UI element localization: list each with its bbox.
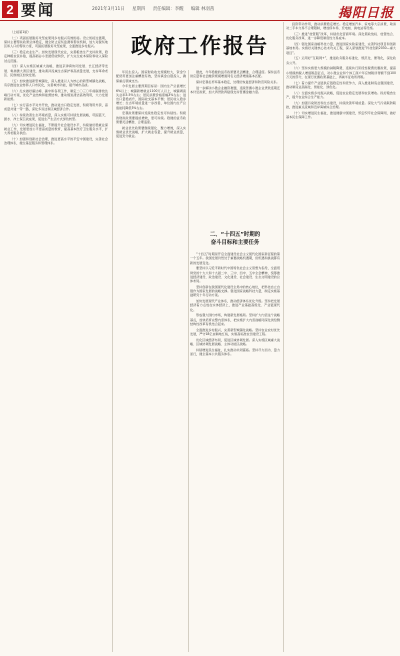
article-paragraph: 据此，今年稳健的货币政策要灵活精准、合理适度。保持货币供应量和社会融资规模增速同名义经济增速基本匹配。 [190,70,280,79]
article-paragraph: （九）切实增进民生福祉，不断提升社会建设水平，持续做好稳就业保就业工作，发展更加公平更高质量的教育，提高基本医疗卫生服务水平，扩大养老服务供给。 [4,122,108,136]
column-divider [283,22,284,652]
article-paragraph: 就业优先政策要继续强化、聚力增效，深入实施就业优先战略，扩大就业容量，提升就业质量，促进充分就业。 [116,125,186,138]
page-header [0,0,400,21]
article-paragraph: （二）巩固拓展脱贫攻坚成果同乡村振兴有效衔接。设立衔接过渡期，保持主要帮扶政策总体稳定，健全防止返贫监测和帮扶机制，加大对脱贫地区和人口的帮扶力度，巩固拓展脱贫攻坚成果，全面推进乡村振兴。 [4,35,108,49]
article-paragraph: （三）稳定农业生产。加快发展现代农业，完善粮食生产支持政策，稳定种粮农民补贴，提高稻谷小麦最低收购价，扩大完全成本保险和收入保险试点范围。 [4,50,108,63]
newspaper-logo: 揭阳日报 [337,6,394,21]
article-paragraph: 进一步解决小微企业融资难题，延续普惠小微企业贷款延期还本付息政策，加大再贷款再贴现支持普惠金融力度。 [190,85,280,94]
subheading-line-2: 奋斗目标和主要任务 [210,240,260,246]
article-paragraph: “十四五”时期是开启全面建设社会主义现代化国家新征程的第一个五年。我国发展仍然处于重要战略机遇期，但机遇和挑战都有新的发展变化。 [190,252,280,265]
article-paragraph: （十）切实增进民生福祉，推进健康中国建设，织密织牢社会保障网，做好基本民生保障工作。 [286,110,396,119]
article-column-1 [4,30,108,650]
article-paragraph: （九）加强污染防治和生态建设，持续改善环境质量。深化大气污染联防联控，推进重点流域和近岸海域综合治理。 [286,100,396,109]
article-paragraph: （五）加快推进新型城镇化，深入推进以人为核心的新型城镇化战略，有序推进农业转移人口市民化，完善城市功能，提升城市品质。 [4,78,108,87]
article-column-4 [286,22,396,650]
article-paragraph: 投资带动作用，推动消费稳定增长。稳定增加汽车、家电等大宗消费，取消对二手车交易不合理限制，增加停车场、充电桩、换电站等设施。 [286,22,396,31]
article-column-3-bottom [190,252,280,650]
header-meta [92,5,220,15]
article-paragraph: （三）推进“放管服”改革，持续优化营商环境。深化简政放权、放管结合、优化服务改革，进一步降低制度性交易成本。 [286,32,396,41]
article-paragraph: 优化区域经济布局，促进区域协调发展。深入实施区域重大战略、区域协调发展战略、主体功能区战略。 [190,337,280,346]
proof-credit: 编辑 林羽茜 [190,7,215,12]
article-paragraph: （四）深入实施区域重大战略，推进京津冀协同发展、长江经济带发展、粤港澳大湾区建设，推动黄河流域生态保护和高质量发展，支持革命老区、民族地区加快发展。 [4,64,108,77]
article-paragraph: 今年发展主要预期目标是：国内生产总值增长6%以上；城镇新增就业1100万人以上，城镇调查失业率5.5%左右；居民消费价格涨幅3%左右；进出口量稳质升，国际收支基本平衡；居民收入稳步增长；生态环境质量进一步改善，单位国内生产总值能耗降低3%左右。 [116,84,186,110]
article-paragraph: （四）强化国家战略科技力量，推进国家实验室建设，完善科技项目和创新基地布局。实施好关键核心技术攻关工程，深入谋划推进“科技创新2030—重大项目”。 [286,42,396,55]
page-number: 2 [2,1,18,18]
editor-credit: 责任编辑：李醒 [152,7,184,12]
article-paragraph: （十）加强和创新社会治理，推进更高水平的平安中国建设，完善社会治理体系，健全基层服务和管理体系。 [4,137,108,146]
article-paragraph: （八）持续改善生态环境质量，深入实施可持续发展战略，巩固蓝天、碧水、净土保卫战成果，促进生产生活方式绿色转型。 [4,112,108,121]
subheading-line-1: 二、“十四五”时期的 [209,232,261,238]
column-divider [112,22,113,652]
headline-block [116,28,284,64]
article-column-2 [116,70,186,650]
article-column-3-top [190,70,280,230]
article-paragraph: 保持宏观杠杆率基本稳定，处理好恢复经济和防范风险关系。 [196,80,280,84]
article-paragraph: 加快发展现代产业体系，推动经济体系优化升级。坚持把发展经济着力点放在实体经济上，推进产业基础高级化、产业链现代化。 [190,299,280,312]
article-paragraph: （六）坚持实施更大规模的减税降费，延续执行阶段性税费优惠政策，提高小规模纳税人增值税起征点，对小微企业和个体工商户年应纳税所得额不到100万元的部分，在现行优惠政策基础上，再减半征收所得税。 [286,66,396,79]
article-paragraph: （七）实行高水平对外开放，推动进出口稳定发展，积极利用外资，高质量共建一带一路，深化多双边和区域经济合作。 [4,102,108,111]
article-paragraph: 全面推进乡村振兴，完善新型城镇化战略。坚持农业农村优先发展，严守18亿亩耕地红线，实施高标准农田建设工程。 [190,327,280,336]
article-paragraph: 持续增进民生福祉，扎实推动共同富裕。坚持尽力而为、量力而行，健全基本公共服务体系。 [190,347,280,356]
article-paragraph: （五）运用好“互联网+”，推进政务服务标准化、规范化、便利化，深化政务公开。 [286,56,396,65]
section-name: 要闻 [21,1,56,19]
article-paragraph: 宏观政策要保持连续性稳定性可持续性。积极的财政政策要提质增效，更可持续。稳健的货币政策要灵活精准、合理适度。 [116,111,186,124]
article-paragraph: （八）全面实施乡村振兴战略，促进农业稳定发展和农民增收。抓好粮食生产，提升农业综合生产能力。 [286,90,396,99]
article-title: 政府工作报告 [131,34,269,58]
article-paragraph: 年民生投入。国家财政收支规模较大，资金分配使用更加注重精准有效，坚持真金白银投入，确保重点领域支出。 [116,70,186,83]
issue-date: 2021年3月11日 [92,7,125,12]
section-subheading [190,232,280,248]
issue-weekday: 星期四 [132,7,146,12]
article-paragraph: （六）扎实做好碳达峰、碳中和各项工作，制定二〇三〇年前碳排放达峰行动方案，优化产业结构和能源结构，推动煤炭清洁高效利用，大力发展新能源。 [4,88,108,101]
article-paragraph: （上接第1版） [10,30,31,34]
article-paragraph: 坚持创新在我国现代化建设全局中的核心地位，把科技自立自强作为国家发展的战略支撑。强化国家战略科技力量，制定实施基础研究十年行动方案。 [190,284,280,298]
article-paragraph: 要坚持以习近平新时代中国特色社会主义思想为指导，全面贯彻党的十九大和十九届二中、三中、四中、五中全会精神，统筹推进经济建设、政治建设、文化建设、社会建设、生态文明建设的总体布局。 [190,266,280,283]
article-paragraph: （七）着力提升产业链供应链稳定性和竞争力，深入推进制造业强国建设，推动制造业高端化、智能化、绿色化。 [286,80,396,89]
column-divider [188,70,189,652]
article-paragraph: 形成强大国内市场，构建新发展格局。坚持扩大内需这个战略基点，加快培育完整内需体系，把实施扩大内需战略同深化供给侧结构性改革有机结合起来。 [190,313,280,326]
